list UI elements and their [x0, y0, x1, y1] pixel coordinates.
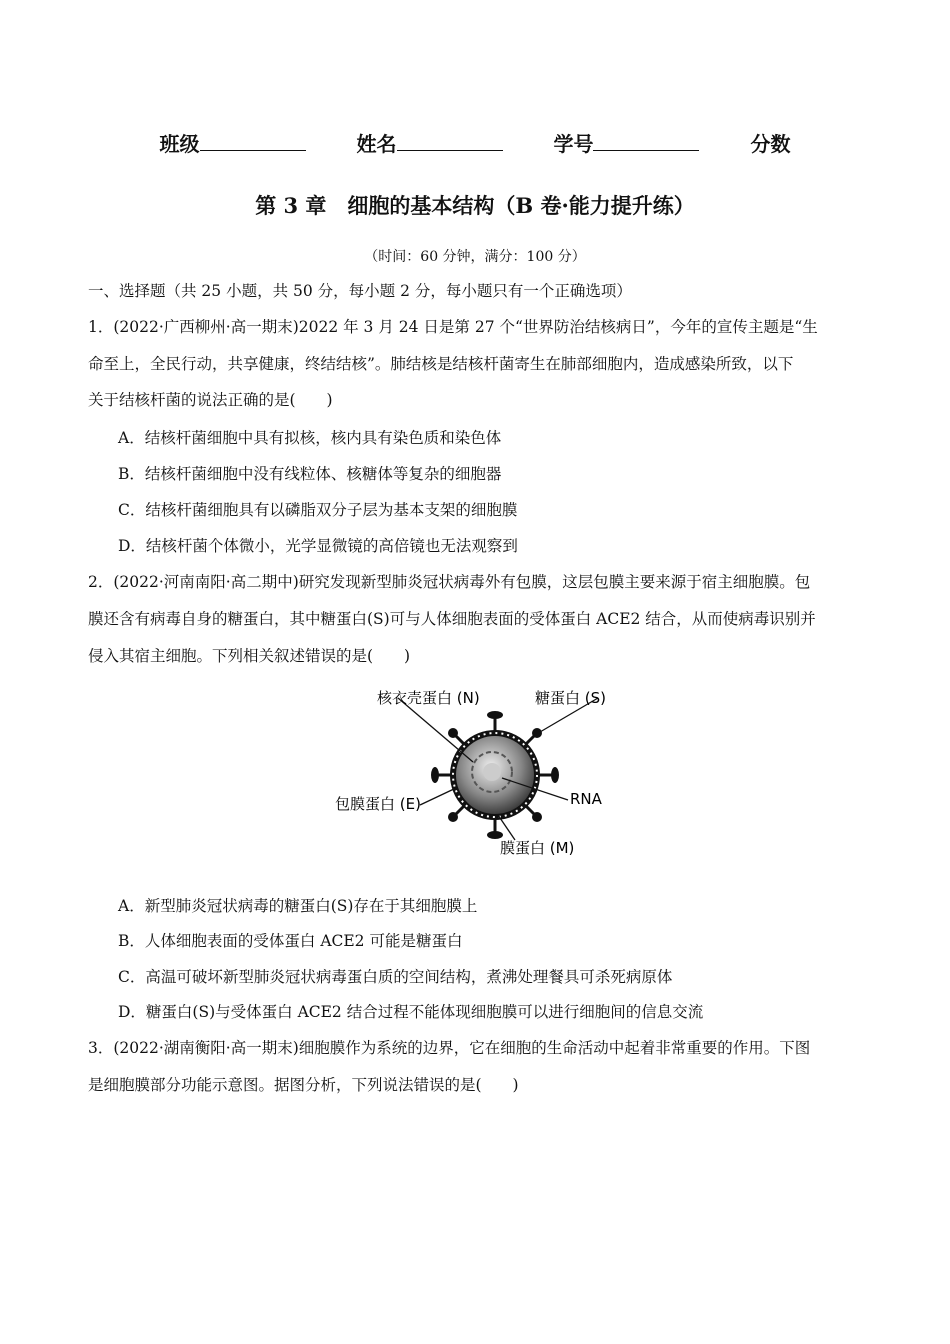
- option-d: D．糖蛋白(S)与受体蛋白 ACE2 结合过程不能体现细胞膜可以进行细胞间的信息交流: [118, 1003, 704, 1021]
- name-blank: [397, 132, 503, 151]
- section-heading: 一、选择题（共 25 小题，共 50 分，每小题 2 分，每小题只有一个正确选项）: [88, 282, 632, 300]
- label-nucleocapsid: 核衣壳蛋白 (N): [377, 689, 480, 707]
- class-blank: [200, 132, 306, 151]
- label-membrane-protein: 膜蛋白 (M): [500, 839, 575, 857]
- option-b: B．结核杆菌细胞中没有线粒体、核糖体等复杂的细胞器: [118, 465, 502, 483]
- coronavirus-diagram: [330, 680, 630, 860]
- question-stem-line: 3．(2022·湖南衡阳·高一期末)细胞膜作为系统的边界，它在细胞的生命活动中起着非常重要的作用。下图: [88, 1039, 811, 1057]
- label-envelope-protein: 包膜蛋白 (E): [335, 795, 421, 813]
- question-stem-line: 2．(2022·河南南阳·高二期中)研究发现新型肺炎冠状病毒外有包膜，这层包膜主要来源于宿主细胞膜。包: [88, 573, 811, 591]
- option-a: A．新型肺炎冠状病毒的糖蛋白(S)存在于其细胞膜上: [118, 897, 478, 915]
- id-label: 学号: [553, 132, 594, 156]
- score-label: 分数: [750, 132, 791, 156]
- question-stem-line: 膜还含有病毒自身的糖蛋白，其中糖蛋白(S)可与人体细胞表面的受体蛋白 ACE2 结合，从而使病毒识别并: [88, 610, 816, 628]
- question-stem-line: 是细胞膜部分功能示意图。据图分析，下列说法错误的是( ): [88, 1076, 519, 1094]
- question-stem-line: 侵入其宿主细胞。下列相关叙述错误的是( ): [88, 647, 411, 665]
- option-a: A．结核杆菌细胞中具有拟核，核内具有染色质和染色体: [118, 429, 502, 447]
- class-label: 班级: [159, 132, 200, 156]
- label-rna: RNA: [570, 790, 602, 808]
- option-d: D．结核杆菌个体微小，光学显微镜的高倍镜也无法观察到: [118, 537, 518, 555]
- option-c: C．高温可破坏新型肺炎冠状病毒蛋白质的空间结构，煮沸处理餐具可杀死病原体: [118, 968, 673, 986]
- question-stem-line: 关于结核杆菌的说法正确的是( ): [88, 391, 333, 409]
- name-label: 姓名: [356, 132, 397, 156]
- option-b: B．人体细胞表面的受体蛋白 ACE2 可能是糖蛋白: [118, 932, 463, 950]
- time-info: （时间：60 分钟，满分：100 分）: [364, 249, 586, 265]
- question-stem-line: 命至上，全民行动，共享健康，终结结核”。肺结核是结核杆菌寄生在肺部细胞内，造成感染所致，以下: [88, 355, 794, 373]
- option-c: C．结核杆菌细胞具有以磷脂双分子层为基本支架的细胞膜: [118, 501, 518, 519]
- id-blank: [593, 132, 699, 151]
- label-glycoprotein: 糖蛋白 (S): [535, 689, 606, 707]
- question-stem-line: 1．(2022·广西柳州·高一期末)2022 年 3 月 24 日是第 27 个“世界防治结核病日”，今年的宣传主题是“生: [88, 318, 818, 336]
- student-info-header: [0, 128, 950, 157]
- page-title: 第 3 章 细胞的基本结构（B 卷·能力提升练）: [255, 193, 695, 218]
